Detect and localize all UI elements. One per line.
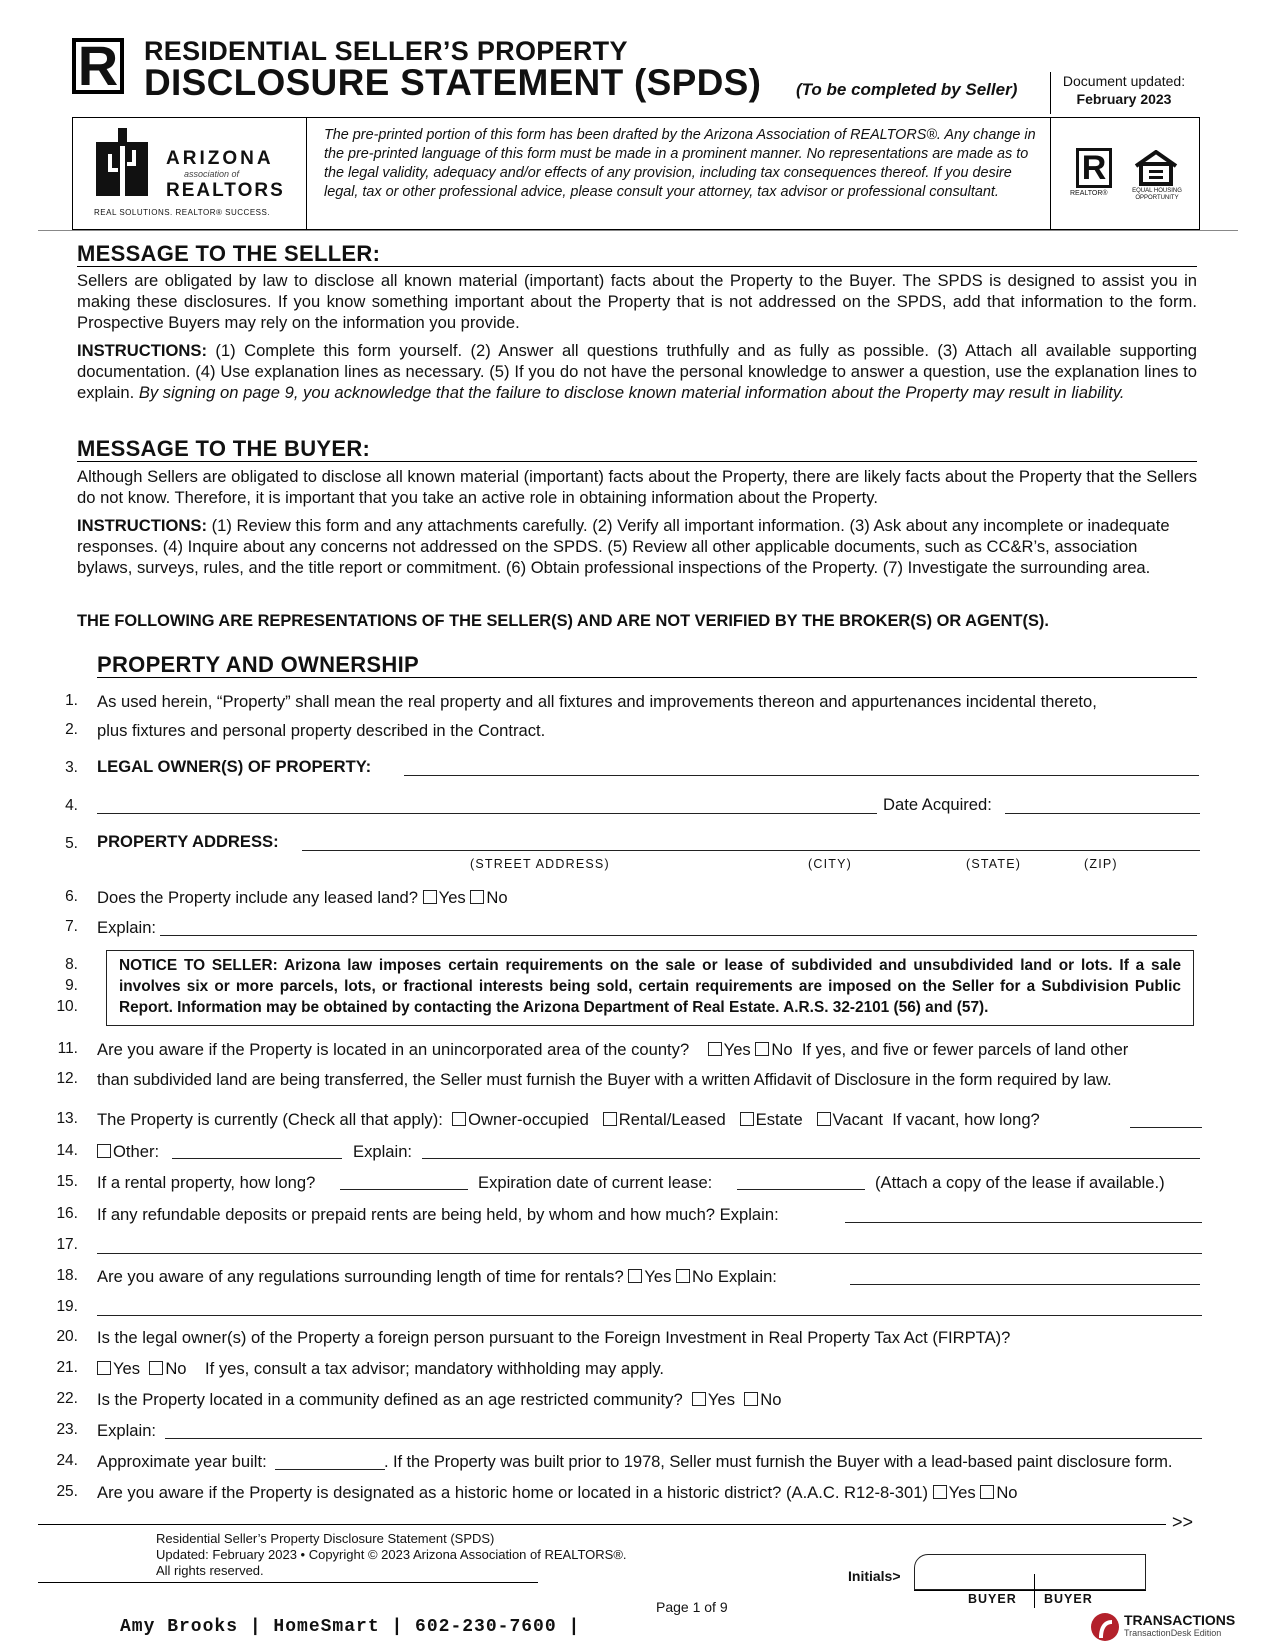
line-13	[97, 1110, 1040, 1130]
seller-heading: MESSAGE TO THE SELLER:	[77, 241, 381, 266]
org-name-2: association of	[184, 169, 240, 179]
line-number: 9.	[65, 977, 78, 994]
buyer-instructions-text: (1) Review this form and any attachments carefully. (2) Verify all important information. (3) Ask about any incomplete or inadequate responses. (4) Inquire about any concerns not addressed on the SPDS. (5) Review all other applicable documents, such as CC&R’s, association bylaws, surveys, rules, and the title report or commitment. (6) Obtain professional inspections of the Property. (7) Investigate the surrounding area.	[77, 516, 1170, 577]
lease-expiration-field[interactable]	[737, 1189, 865, 1190]
leased-land-no-checkbox[interactable]	[470, 890, 484, 904]
line-number: 18.	[56, 1267, 78, 1284]
line-number: 6.	[65, 888, 78, 905]
age-restricted-explain-field[interactable]	[165, 1438, 1202, 1439]
rule	[38, 230, 1238, 231]
line-number: 19.	[56, 1298, 78, 1315]
line-number: 23.	[56, 1421, 78, 1438]
other-explain-field[interactable]	[422, 1158, 1200, 1159]
footer-rule	[38, 1582, 538, 1583]
explain-label: Explain:	[97, 918, 157, 937]
no-label: No	[165, 1359, 187, 1378]
rental-regulations-question: Are you aware of any regulations surrounding length of time for rentals?	[97, 1267, 624, 1286]
rule	[97, 677, 1197, 678]
street-address-caption: (STREET ADDRESS)	[470, 857, 610, 871]
estate-label: Estate	[755, 1110, 803, 1129]
buyer-body: Although Sellers are obligated to disclose all known material (important) facts about the Property, there are likely facts about the Property that the Sellers do not know. Therefore, it is important that you take an active role in obtaining information about the Property.	[77, 467, 1197, 507]
other-checkbox[interactable]	[97, 1144, 111, 1158]
line-number: 17.	[56, 1236, 78, 1253]
firpta-question: Is the legal owner(s) of the Property a foreign person pursuant to the Foreign Investment in Real Property Tax Act (FIRPTA)?	[97, 1328, 1011, 1347]
line-number: 5.	[65, 835, 78, 852]
legal-owner-label: LEGAL OWNER(S) OF PROPERTY:	[97, 757, 372, 776]
vacant-label: Vacant	[832, 1110, 883, 1129]
buyer-instructions	[77, 515, 1197, 578]
line-11	[97, 1040, 1207, 1060]
line-number: 11.	[57, 1040, 78, 1057]
transactions-brand-sub: TransactionDesk Edition	[1124, 1628, 1222, 1638]
org-name-3: REALTORS	[166, 180, 285, 201]
estate-checkbox[interactable]	[740, 1112, 754, 1126]
realtor-label: REALTOR®	[1070, 190, 1108, 197]
yes-label: Yes	[113, 1359, 141, 1378]
title-line-2: DISCLOSURE STATEMENT (SPDS)	[144, 62, 762, 103]
continue-arrows: >>	[1172, 1512, 1194, 1532]
footer-rights: All rights reserved.	[156, 1563, 264, 1578]
explain-label: Explain:	[717, 1267, 777, 1286]
unincorporated-question: Are you aware if the Property is located in an unincorporated area of the county?	[97, 1040, 690, 1059]
buyer-label-2: BUYER	[1044, 1592, 1093, 1606]
divider	[1034, 1574, 1035, 1608]
buyer-instructions-label: INSTRUCTIONS:	[77, 516, 207, 535]
unincorporated-yes-checkbox[interactable]	[708, 1042, 722, 1056]
year-built-label: Approximate year built:	[97, 1452, 267, 1471]
unincorporated-no-checkbox[interactable]	[755, 1042, 769, 1056]
historic-question: Are you aware if the Property is designated as a historic home or located in a historic district? (A.A.C. R12-8-301)	[97, 1483, 928, 1502]
lead-paint-note: . If the Property was built prior to 1978, Seller must furnish the Buyer with a lead-based paint disclosure form.	[384, 1452, 1173, 1471]
eho-label: EQUAL HOUSING OPPORTUNITY	[1132, 188, 1182, 201]
doc-updated-date: February 2023	[1076, 91, 1172, 107]
line-number: 12.	[56, 1070, 78, 1087]
yes-label: Yes	[438, 888, 466, 907]
line-number: 16.	[56, 1205, 78, 1222]
leased-land-yes-checkbox[interactable]	[423, 890, 437, 904]
preprinted-notice: The pre-printed portion of this form has been drafted by the Arizona Association of REALTORS®. Any change in the pre-printed language of this form must be made in a prominent manner. No representations are made as to the legal validity, adequacy and/or effects of any provision, including tax consequences thereof. If you desire legal, tax or other professional advice, please consult your attorney, tax advisor or professional consultant.	[324, 127, 1036, 200]
historic-yes-checkbox[interactable]	[933, 1485, 947, 1499]
realtor-r-icon: R	[1076, 148, 1112, 188]
rule	[914, 1590, 1146, 1591]
line-14-other	[97, 1142, 159, 1162]
property-address-label: PROPERTY ADDRESS:	[97, 832, 279, 851]
line-number: 8.	[65, 956, 78, 973]
title-subtitle: (To be completed by Seller)	[796, 80, 1018, 99]
line-number: 13.	[56, 1110, 78, 1127]
line-number: 22.	[56, 1390, 78, 1407]
rental-leased-checkbox[interactable]	[603, 1112, 617, 1126]
cactus-logo-icon	[96, 128, 148, 196]
line-number: 24.	[56, 1452, 78, 1469]
rule	[77, 461, 1197, 462]
date-acquired-field[interactable]	[1005, 813, 1200, 814]
org-tagline: REAL SOLUTIONS. REALTOR® SUCCESS.	[94, 208, 271, 217]
leased-land-explain-field[interactable]	[160, 935, 1197, 936]
yes-label: Yes	[644, 1267, 672, 1286]
section-heading: PROPERTY AND OWNERSHIP	[97, 652, 419, 677]
date-acquired-label: Date Acquired:	[883, 795, 992, 814]
age-restricted-no-checkbox[interactable]	[744, 1392, 758, 1406]
form-logo-r: R	[72, 38, 124, 94]
seller-instructions-italic: By signing on page 9, you acknowledge that the failure to disclose known material information about the Property may result in liability.	[138, 383, 1125, 402]
firpta-note: If yes, consult a tax advisor; mandatory withholding may apply.	[204, 1359, 664, 1378]
line-number: 7.	[65, 918, 78, 935]
line-12-text: than subdivided land are being transferred, the Seller must furnish the Buyer with a written Affidavit of Disclosure in the form required by law.	[97, 1070, 1112, 1089]
line-number: 10.	[56, 998, 78, 1015]
no-label: No	[486, 888, 508, 907]
other-explain-label: Explain:	[353, 1142, 413, 1161]
property-status-label: The Property is currently (Check all that apply):	[97, 1110, 443, 1129]
yes-label: Yes	[707, 1390, 735, 1409]
unincorporated-note: If yes, and five or fewer parcels of land other	[801, 1040, 1129, 1059]
leased-land-question: Does the Property include any leased land?	[97, 888, 419, 907]
owner-occupied-label: Owner-occupied	[468, 1110, 589, 1129]
zip-caption: (ZIP)	[1084, 857, 1118, 871]
historic-no-checkbox[interactable]	[980, 1485, 994, 1499]
property-address-field[interactable]	[302, 850, 1200, 851]
rental-how-long-label: If a rental property, how long?	[97, 1173, 316, 1192]
initials-label: Initials>	[848, 1568, 901, 1584]
line-number: 4.	[65, 797, 78, 814]
footer-form-name: Residential Seller’s Property Disclosure Statement (SPDS)	[156, 1531, 495, 1546]
line-6	[97, 888, 508, 908]
owner-occupied-checkbox[interactable]	[452, 1112, 466, 1126]
footer-updated: Updated: February 2023 • Copyright © 2023 Arizona Association of REALTORS®.	[156, 1547, 627, 1562]
line-number: 21.	[56, 1359, 78, 1376]
age-restricted-yes-checkbox[interactable]	[692, 1392, 706, 1406]
lease-expiration-label: Expiration date of current lease:	[478, 1173, 713, 1192]
lease-attach-note: (Attach a copy of the lease if available.)	[875, 1173, 1165, 1192]
line-25	[97, 1483, 1018, 1503]
line-number: 15.	[56, 1173, 78, 1190]
document-updated	[1058, 72, 1190, 108]
deposits-explain-field[interactable]	[845, 1222, 1202, 1223]
seller-instructions-text: (1) Complete this form yourself. (2) Answer all questions truthfully and as fully as possible. (3) Attach all available supporting documentation. (4) Use explanation lines as necessary. (5) If you do not have the personal knowledge to answer a question, use the explanation lines to explain.	[77, 341, 1197, 402]
seller-instructions-label: INSTRUCTIONS:	[77, 341, 207, 360]
buyer-heading: MESSAGE TO THE BUYER:	[77, 436, 371, 461]
line-number: 20.	[56, 1328, 78, 1345]
transactions-brand: TRANSACTIONS	[1124, 1612, 1236, 1628]
deposits-question: If any refundable deposits or prepaid rents are being held, by whom and how much? Explain:	[97, 1205, 779, 1224]
no-label: No	[771, 1040, 793, 1059]
vacant-checkbox[interactable]	[817, 1112, 831, 1126]
rule	[77, 266, 1197, 267]
yes-label: Yes	[948, 1483, 976, 1502]
no-label: No	[996, 1483, 1018, 1502]
footer-rule	[38, 1524, 1166, 1525]
rental-leased-label: Rental/Leased	[618, 1110, 726, 1129]
equal-housing-icon	[1132, 150, 1180, 191]
line-1-text: As used herein, “Property” shall mean the real property and all fixtures and improvements thereon and appurtenances incidental thereto,	[97, 692, 1097, 711]
no-label: No	[760, 1390, 782, 1409]
buyer-label-1: BUYER	[968, 1592, 1017, 1606]
other-label: Other:	[113, 1142, 160, 1161]
divider	[1050, 72, 1051, 114]
doc-updated-label: Document updated:	[1062, 73, 1186, 89]
year-built-field[interactable]	[275, 1469, 385, 1470]
seller-instructions	[77, 340, 1197, 403]
firpta-yes-checkbox[interactable]	[97, 1361, 111, 1375]
arizona-realtors-logo	[96, 128, 148, 201]
line-2-text: plus fixtures and personal property described in the Contract.	[97, 721, 546, 740]
age-restricted-question: Is the Property located in a community defined as an age restricted community?	[97, 1390, 683, 1409]
line-number: 3.	[65, 759, 78, 776]
city-caption: (CITY)	[808, 857, 852, 871]
divider	[306, 117, 307, 230]
no-label: No	[692, 1267, 714, 1286]
divider	[1050, 117, 1051, 230]
line-number: 1.	[65, 692, 78, 709]
line-18	[97, 1267, 777, 1287]
legal-owner-field-2[interactable]	[97, 813, 877, 814]
seller-body: Sellers are obligated by law to disclose all known material (important) facts about the Property to the Buyer. The SPDS is designed to assist you in making these disclosures. If you know something important about the Property that is not addressed on the SPDS, add that information to the form. Prospective Buyers may rely on the information you provide.	[77, 271, 1197, 332]
rental-how-long-field[interactable]	[340, 1189, 468, 1190]
line-number: 14.	[56, 1142, 78, 1159]
legal-owner-field[interactable]	[404, 775, 1199, 776]
notice-to-seller: NOTICE TO SELLER: Arizona law imposes certain requirements on the sale or lease of subdivided and unsubdivided land or lots. If a sale involves six or more parcels, lots, or fractional interests being sold, certain requirements are imposed on the Seller for a Subdivision Public Report. Information may be obtained by contacting the Arizona Department of Real Estate. A.R.S. 32-2101 (56) and (57).	[106, 950, 1194, 1026]
firpta-no-checkbox[interactable]	[149, 1361, 163, 1375]
agent-info: Amy Brooks | HomeSmart | 602-230-7600 |	[120, 1617, 581, 1637]
representations-notice: THE FOLLOWING ARE REPRESENTATIONS OF THE SELLER(S) AND ARE NOT VERIFIED BY THE BROKER(S) OR AGENT(S).	[77, 612, 1049, 630]
title-line-1: RESIDENTIAL SELLER’S PROPERTY	[144, 36, 628, 66]
other-field[interactable]	[172, 1158, 342, 1159]
line-number: 25.	[56, 1483, 78, 1500]
vacant-how-long-label: If vacant, how long?	[892, 1110, 1040, 1129]
line-number: 2.	[65, 721, 78, 738]
deposits-explain-field-2[interactable]	[97, 1253, 1202, 1254]
state-caption: (STATE)	[966, 857, 1022, 871]
line-22	[97, 1390, 781, 1410]
explain-label: Explain:	[97, 1421, 157, 1440]
vacant-how-long-field[interactable]	[1130, 1127, 1202, 1128]
rental-regulations-no-checkbox[interactable]	[676, 1269, 690, 1283]
rental-regulations-yes-checkbox[interactable]	[628, 1269, 642, 1283]
yes-label: Yes	[723, 1040, 751, 1059]
rental-regulations-explain-field[interactable]	[850, 1284, 1200, 1285]
org-name-1: ARIZONA	[166, 148, 274, 169]
rental-regulations-explain-field-2[interactable]	[97, 1315, 1202, 1316]
line-21	[97, 1359, 664, 1379]
page-number: Page 1 of 9	[656, 1599, 728, 1615]
transactions-logo-icon	[1090, 1612, 1120, 1647]
